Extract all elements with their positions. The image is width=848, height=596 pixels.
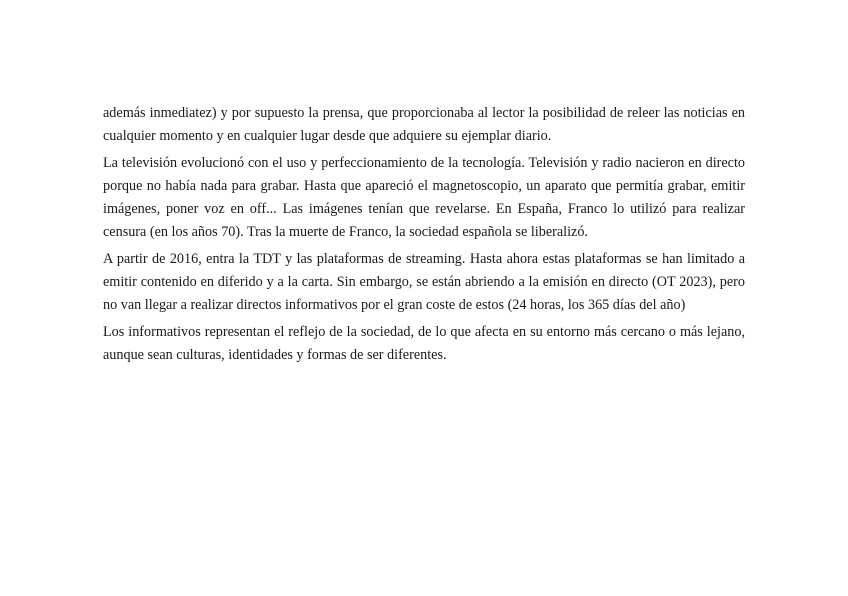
paragraph: La televisión evolucionó con el uso y perfeccionamiento de la tecnología. Televisión y radio nacieron en directo porque no había nada para grabar. Hasta que apareció el magnetoscopio, un aparato que permitía grabar, emitir imágenes, poner voz en off... Las imágenes tenían que revelarse. En España, Franco lo utilizó para realizar censura (en los años 70). Tras la muerte de Franco, la sociedad española se liberalizó. <box>103 154 745 241</box>
paragraph: además inmediatez) y por supuesto la prensa, que proporcionaba al lector la posibilidad de releer las noticias en cualquier momento y en cualquier lugar desde que adquiere su ejemplar diario. <box>103 105 745 145</box>
paragraph: Los informativos representan el reflejo de la sociedad, de lo que afecta en su entorno más cercano o más lejano, aunque sean culturas, identidades y formas de ser diferentes. <box>103 323 745 363</box>
body-text <box>103 102 745 370</box>
paragraph: A partir de 2016, entra la TDT y las plataformas de streaming. Hasta ahora estas plataformas se han limitado a emitir contenido en diferido y a la carta. Sin embargo, se están abriendo a la emisión en directo (OT 2023), pero no van llegar a realizar directos informativos por el gran coste de estos (24 horas, los 365 días del año) <box>103 250 745 314</box>
